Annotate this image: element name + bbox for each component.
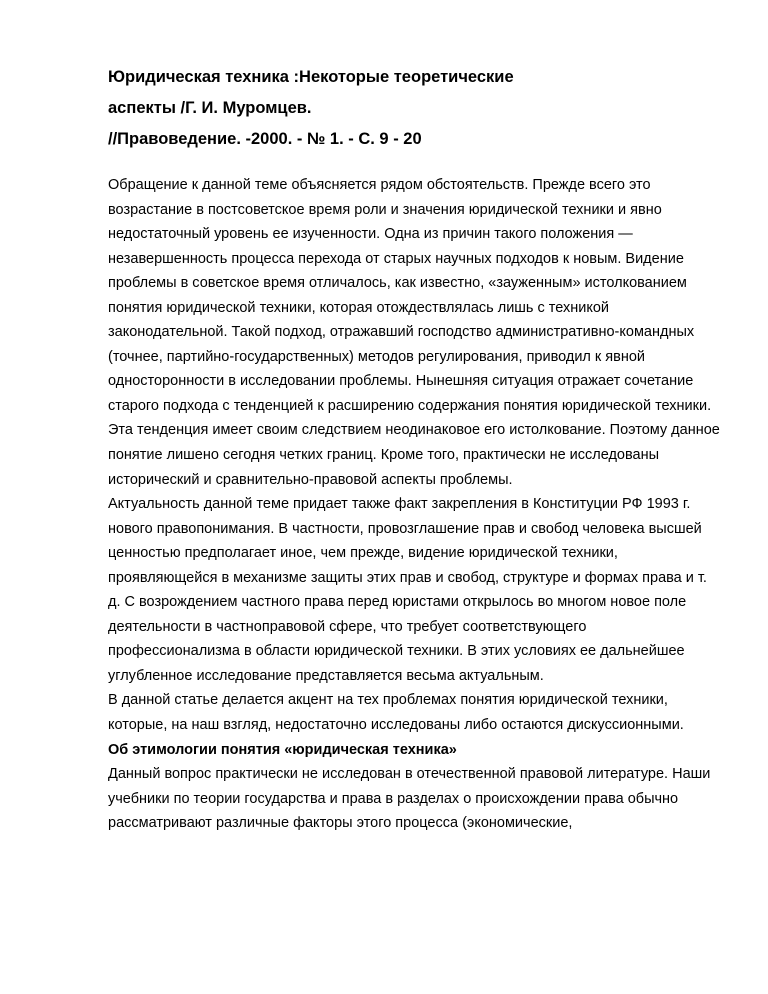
section-heading: Об этимологии понятия «юридическая техника» (108, 741, 457, 758)
paragraph: Актуальность данной теме придает также факт закрепления в Конституции РФ 1993 г. нового правопонимания. В частности, провозглашение прав и свобод человека высшей ценностью предполагает иное, чем прежде, видение юридической техники, проявляющейся в механизме защиты этих прав и свобод, структуре и формах права и т. д. С возрождением частного права перед юристами открылось во многом новое поле деятельности в частноправовой сфере, что требует соответствующего профессионализма в области юридической техники. В этих условиях ее дальнейшее углубленное исследование представляется весьма актуальным. (108, 496, 707, 684)
title-line: аспекты /Г. И. Муромцев. (108, 99, 312, 117)
document-title (108, 62, 720, 155)
paragraph: Обращение к данной теме объясняется рядом обстоятельств. Прежде всего это возрастание в постсоветское время роли и значения юридической техники и явно недостаточный уровень ее изученности. Одна из причин такого положения — незавершенность процесса перехода от старых научных подходов к новым. Видение проблемы в советское время отличалось, как известно, «зауженным» истолкованием понятия юридической техники, которая отождествлялась лишь с техникой законодательной. Такой подход, отражавший господство административно-командных (точнее, партийно-государственных) методов регулирования, приводил к явной односторонности в исследовании проблемы. Нынешняя ситуация отражает сочетание старого подхода с тенденцией к расширению содержания понятия юридической техники. Эта тенденция имеет своим следствием неодинаковое его истолкование. Поэтому данное понятие лишено сегодня четких границ. Кроме того, практически не исследованы исторический и сравнительно-правовой аспекты проблемы. (108, 177, 720, 488)
title-line: Юридическая техника :Некоторые теоретические (108, 68, 514, 86)
paragraph: Данный вопрос практически не исследован в отечественной правовой литературе. Наши учебники по теории государства и права в разделах о происхождении права обычно рассматривают различные факторы этого процесса (экономические, (108, 766, 711, 832)
title-line: //Правоведение. -2000. - № 1. - С. 9 - 20 (108, 130, 422, 148)
document-body (108, 173, 720, 836)
paragraph: В данной статье делается акцент на тех проблемах понятия юридической техники, которые, на наш взгляд, недостаточно исследованы либо остаются дискуссионными. (108, 692, 684, 734)
